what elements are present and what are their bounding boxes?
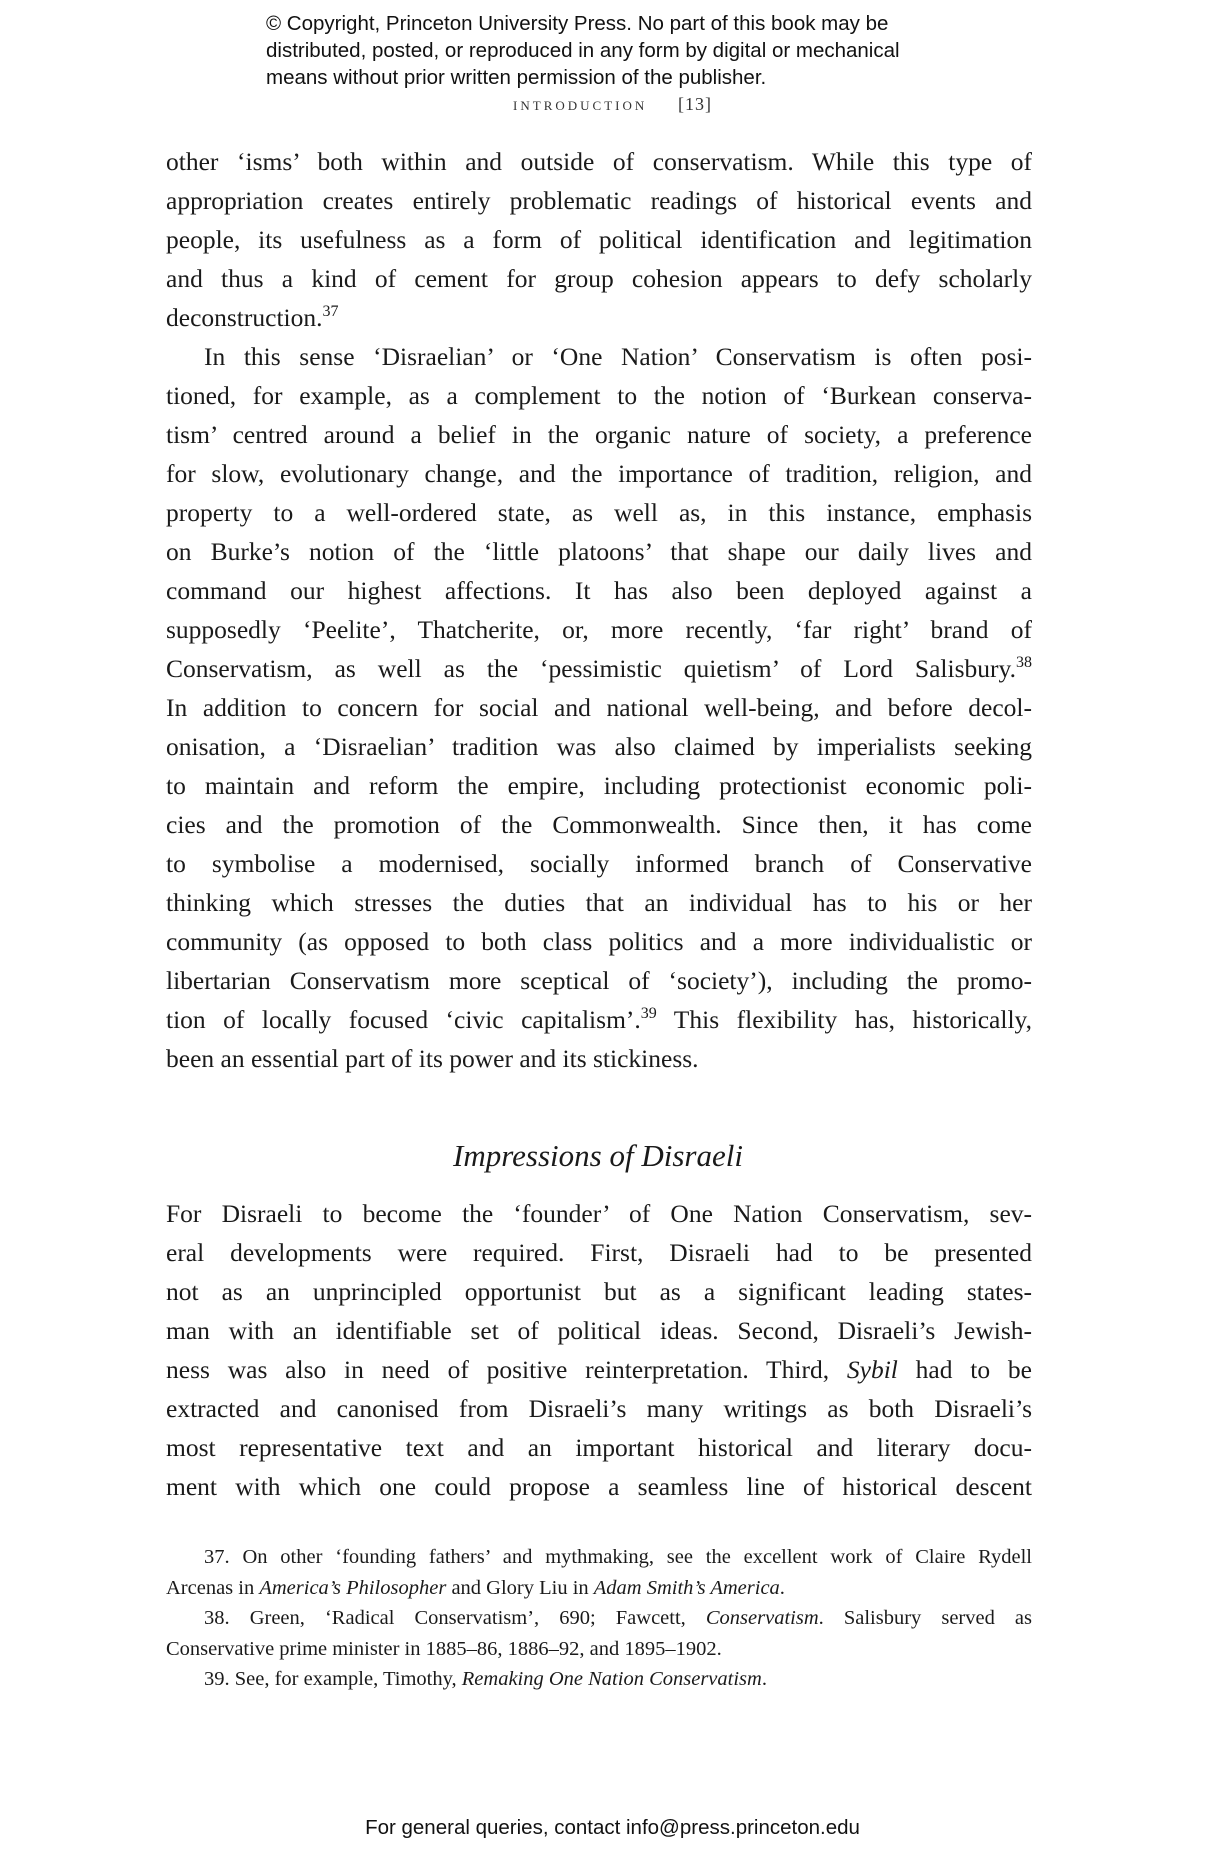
text-line: [166, 1350, 1032, 1389]
text-line: [166, 1000, 1032, 1039]
text-line: and thus a kind of cement for group cohesion appears to defy scholarly: [166, 264, 1032, 293]
book-title-sybil: Sybil: [846, 1355, 898, 1384]
body-text-upper: [166, 142, 1032, 1078]
text-line: In this sense ‘Disraelian’ or ‘One Nation’ Conservatism is often posi-: [204, 342, 1032, 371]
text-line: eral developments were required. First, Disraeli had to be presented: [166, 1238, 1032, 1267]
contact-line: For general queries, contact info@press.princeton.edu: [365, 1816, 860, 1839]
footnote-38: [166, 1603, 1032, 1634]
text-line: on Burke’s notion of the ‘little platoons’ that shape our daily lives and: [166, 537, 1032, 566]
text-line: [166, 649, 1032, 688]
text-fragment: 38. Green, ‘Radical Conservatism’, 690; Fawcett,: [204, 1607, 706, 1629]
page-number: [13]: [677, 94, 712, 114]
text-fragment: ness was also in need of positive reinterpretation. Third,: [166, 1355, 847, 1384]
copyright-line: distributed, posted, or reproduced in any form by digital or mechanical: [266, 39, 900, 62]
copyright-line: means without prior written permission of the publisher.: [266, 66, 767, 89]
text-line: man with an identifiable set of political ideas. Second, Disraeli’s Jewish-: [166, 1316, 1032, 1345]
text-fragment: .: [761, 1668, 767, 1690]
paragraph-3: [166, 1194, 1032, 1506]
text-line: community (as opposed to both class politics and a more individualistic or: [166, 927, 1032, 956]
section-heading: Impressions of Disraeli: [453, 1138, 743, 1173]
text-line: appropriation creates entirely problematic readings of historical events and: [166, 186, 1032, 215]
text-line: command our highest affections. It has also been deployed against a: [166, 576, 1032, 605]
text-line: ment with which one could propose a seamless line of historical descent: [166, 1472, 1032, 1501]
text-line: to symbolise a modernised, socially informed branch of Conservative: [166, 849, 1032, 878]
text-line: for slow, evolutionary change, and the importance of tradition, religion, and: [166, 459, 1032, 488]
text-fragment: This flexibility has, historically,: [656, 1005, 1032, 1034]
text-fragment: Conservatism, as well as the ‘pessimistic quietism’ of Lord Salisbury.: [166, 654, 1016, 683]
text-line: In addition to concern for social and national well-being, and before decol-: [166, 693, 1032, 722]
book-title: America’s Philosopher: [259, 1576, 447, 1599]
text-line: people, its usefulness as a form of political identification and legitimation: [166, 225, 1032, 254]
copyright-line: © Copyright, Princeton University Press. No part of this book may be: [266, 12, 889, 35]
text-line: supposedly ‘Peelite’, Thatcherite, or, more recently, ‘far right’ brand of: [166, 615, 1032, 644]
text-line: most representative text and an important historical and literary docu-: [166, 1433, 1032, 1462]
paragraph-2: [166, 337, 1032, 1078]
paragraph-1: [166, 142, 1032, 337]
text-fragment: Arcenas in: [166, 1576, 260, 1599]
text-fragment: had to be: [897, 1355, 1032, 1384]
footnote-ref-39[interactable]: 39: [640, 1005, 657, 1022]
footnote-38-cont: Conservative prime minister in 1885–86, 1886–92, and 1895–1902.: [166, 1637, 722, 1660]
text-fragment: . Salisbury served as: [818, 1607, 1032, 1629]
text-line: tioned, for example, as a complement to the notion of ‘Burkean conserva-: [166, 381, 1032, 410]
text-line: thinking which stresses the duties that an individual has to his or her: [166, 888, 1032, 917]
book-title: Adam Smith’s America: [593, 1576, 780, 1599]
text-fragment: deconstruction.: [166, 303, 323, 332]
text-fragment: tion of locally focused ‘civic capitalism’.: [166, 1005, 641, 1034]
text-line: property to a well-ordered state, as well as, in this instance, emphasis: [166, 498, 1032, 527]
text-line: onisation, a ‘Disraelian’ tradition was also claimed by imperialists seeking: [166, 732, 1032, 761]
text-line: been an essential part of its power and its stickiness.: [166, 1044, 699, 1073]
text-fragment: and Glory Liu in: [446, 1576, 594, 1599]
footnote-37-cont: [166, 1573, 1032, 1604]
footnote-37: 37. On other ‘founding fathers’ and mythmaking, see the excellent work of Claire Rydell: [204, 1546, 1032, 1568]
footnote-ref-37[interactable]: 37: [322, 303, 339, 320]
footnote-ref-38[interactable]: 38: [1016, 654, 1032, 671]
copyright-notice: [266, 10, 986, 91]
running-head-section: introduction: [513, 94, 648, 114]
text-line: For Disraeli to become the ‘founder’ of One Nation Conservatism, sev-: [166, 1199, 1032, 1228]
text-line: extracted and canonised from Disraeli’s many writings as both Disraeli’s: [166, 1394, 1032, 1423]
footnotes: [166, 1542, 1032, 1695]
footnote-39: [166, 1664, 1032, 1695]
text-fragment: 39. See, for example, Timothy,: [204, 1668, 462, 1690]
running-head: [0, 94, 1225, 115]
text-line: cies and the promotion of the Commonwealth. Since then, it has come: [166, 810, 1032, 839]
text-line: not as an unprincipled opportunist but as a significant leading states-: [166, 1277, 1032, 1306]
body-text-lower: [166, 1194, 1032, 1506]
text-line: to maintain and reform the empire, including protectionist economic poli-: [166, 771, 1032, 800]
text-fragment: .: [779, 1576, 785, 1599]
text-line: tism’ centred around a belief in the organic nature of society, a preference: [166, 420, 1032, 449]
book-title: Remaking One Nation Conservatism: [461, 1668, 762, 1690]
book-title: Conservatism: [705, 1607, 819, 1629]
text-line: other ‘isms’ both within and outside of conservatism. While this type of: [166, 147, 1032, 176]
text-line: libertarian Conservatism more sceptical of ‘society’), including the promo-: [166, 966, 1032, 995]
text-line: [166, 298, 1032, 337]
